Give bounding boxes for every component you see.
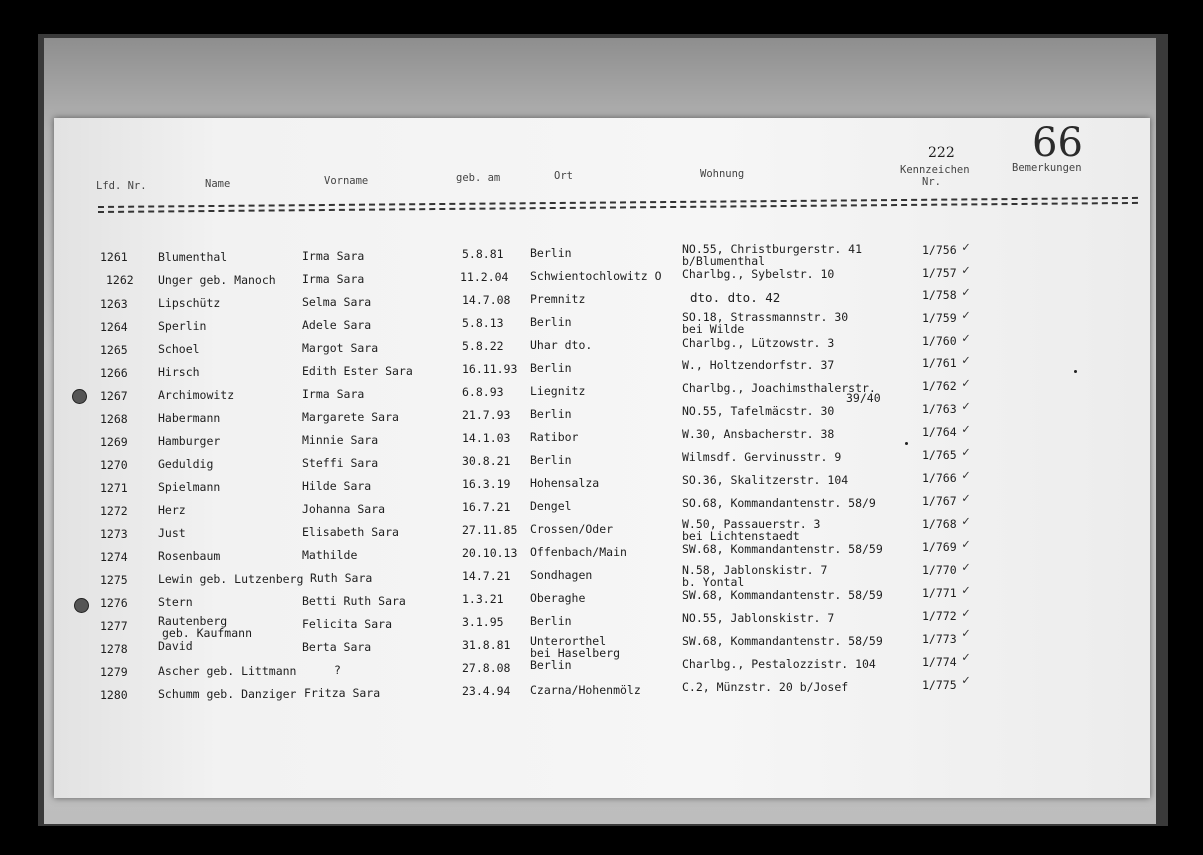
cell-kennzeichen: 1/771	[922, 586, 957, 600]
cell-ort: Premnitz	[530, 292, 586, 306]
header-wohnung: Wohnung	[700, 168, 745, 180]
cell-name: Rosenbaum	[158, 549, 221, 563]
cell-nr: 1267	[100, 389, 128, 403]
cell-vorname: Berta Sara	[302, 640, 372, 654]
cell-vorname: Steffi Sara	[302, 456, 379, 470]
cell-vorname: ?	[334, 663, 341, 677]
checkmark: ✓	[962, 673, 970, 688]
cell-geb: 31.8.81	[462, 638, 511, 652]
checkmark: ✓	[962, 376, 970, 391]
cell-kennzeichen: 1/766	[922, 471, 957, 485]
cell-ort: Dengel	[530, 499, 572, 513]
cell-geb: 1.3.21	[462, 592, 504, 606]
margin-note-39-40: 39/40	[846, 391, 881, 405]
cell-geb: 3.1.95	[462, 615, 504, 629]
cell-name: Archimowitz	[158, 388, 235, 402]
cell-wohnung: NO.55, Jablonskistr. 7	[682, 611, 835, 625]
speck-mark	[905, 442, 908, 445]
cell-vorname: Irma Sara	[302, 387, 365, 401]
handwritten-page-number: 66	[1032, 120, 1083, 166]
cell-nr: 1273	[100, 527, 128, 541]
cell-name: Unger geb. Manoch	[158, 273, 276, 287]
cell-vorname: Hilde Sara	[302, 479, 372, 493]
checkmark: ✓	[962, 650, 970, 665]
cell-ort: Berlin	[530, 614, 572, 628]
cell-vorname: Margarete Sara	[302, 410, 399, 424]
cell-name: Sperlin	[158, 319, 207, 333]
cell-geb: 23.4.94	[462, 684, 511, 698]
header-bemerkungen: Bemerkungen	[1012, 162, 1082, 174]
cell-geb: 5.8.81	[462, 247, 504, 261]
cell-vorname: Edith Ester Sara	[302, 364, 413, 378]
cell-nr: 1268	[100, 412, 128, 426]
cell-name: Geduldig	[158, 457, 214, 471]
cell-wohnung: SW.68, Kommandantenstr. 58/59	[682, 542, 883, 556]
cell-nr: 1264	[100, 320, 128, 334]
cell-wohnung: SW.68, Kommandantenstr. 58/59	[682, 634, 883, 648]
cell-nr: 1279	[100, 665, 128, 679]
cell-ort: Ratibor	[530, 430, 579, 444]
cell-geb: 14.7.21	[462, 569, 511, 583]
cell-wohnung: Charlbg., Joachimsthalerstr.	[682, 381, 876, 395]
cell-nr: 1272	[100, 504, 128, 518]
cell-vorname: Irma Sara	[302, 249, 365, 263]
cell-name: Stern	[158, 595, 193, 609]
cell-vorname: Adele Sara	[302, 318, 372, 332]
checkmark: ✓	[962, 626, 970, 641]
cell-ort: Uhar dto.	[530, 338, 593, 352]
cell-wohnung: C.2, Münzstr. 20 b/Josef	[682, 680, 849, 694]
cell-wohnung: Charlbg., Lützowstr. 3	[682, 336, 835, 350]
cell-ort: Liegnitz	[530, 384, 586, 398]
cell-wohnung: Charlbg., Sybelstr. 10	[682, 267, 835, 281]
cell-ort: Berlin	[530, 246, 572, 260]
cell-kennzeichen: 1/768	[922, 517, 957, 531]
cell-name: Hamburger	[158, 434, 221, 448]
cell-kennzeichen: 1/760	[922, 334, 957, 348]
cell-wohnung-line2: b. Yontal	[682, 575, 745, 589]
cell-nr: 1263	[100, 297, 128, 311]
cell-wohnung: NO.55, Tafelmäcstr. 30	[682, 404, 835, 418]
cell-wohnung: Wilmsdf. Gervinusstr. 9	[682, 450, 842, 464]
cell-ort: Czarna/Hohenmölz	[530, 683, 641, 697]
cell-name: Lipschütz	[158, 296, 221, 310]
page-number: 222	[928, 145, 955, 161]
cell-vorname: Margot Sara	[302, 341, 379, 355]
cell-nr: 1266	[100, 366, 128, 380]
cell-wohnung: SO.18, Strassmannstr. 30	[682, 310, 849, 324]
cell-kennzeichen: 1/769	[922, 540, 957, 554]
cell-geb: 14.7.08	[462, 293, 511, 307]
cell-kennzeichen: 1/767	[922, 494, 957, 508]
speck-mark	[1074, 370, 1077, 373]
cell-wohnung: Charlbg., Pestalozzistr. 104	[682, 657, 876, 671]
checkmark: ✓	[962, 308, 970, 323]
cell-kennzeichen: 1/772	[922, 609, 957, 623]
cell-geb: 14.1.03	[462, 431, 511, 445]
cell-wohnung-line2: b/Blumenthal	[682, 254, 766, 268]
cell-vorname: Minnie Sara	[302, 433, 379, 447]
cell-ort-line2: bei Haselberg	[530, 646, 621, 660]
cell-name: Spielmann	[158, 480, 221, 494]
cell-nr: 1261	[100, 250, 128, 264]
cell-kennzeichen: 1/770	[922, 563, 957, 577]
punch-hole-mark	[72, 389, 87, 404]
cell-nr: 1275	[100, 573, 128, 587]
cell-kennzeichen: 1/763	[922, 402, 957, 416]
cell-ort: Berlin	[530, 361, 572, 375]
cell-kennzeichen: 1/774	[922, 655, 957, 669]
cell-wohnung: W., Holtzendorfstr. 37	[682, 358, 835, 372]
cell-wohnung-line2: bei Lichtenstaedt	[682, 529, 800, 543]
cell-vorname: Ruth Sara	[310, 571, 373, 585]
cell-nr: 1271	[100, 481, 128, 495]
cell-kennzeichen: 1/761	[922, 356, 957, 370]
cell-vorname: Betti Ruth Sara	[302, 594, 406, 608]
cell-name: David	[158, 639, 193, 653]
checkmark: ✓	[962, 445, 970, 460]
cell-wohnung: NO.55, Christburgerstr. 41	[682, 242, 863, 256]
checkmark: ✓	[962, 399, 970, 414]
cell-name: Just	[158, 526, 186, 540]
cell-nr: 1280	[100, 688, 128, 702]
checkmark: ✓	[962, 514, 970, 529]
cell-geb: 21.7.93	[462, 408, 511, 422]
cell-nr: 1278	[100, 642, 128, 656]
cell-name-line2: geb. Kaufmann	[162, 626, 253, 640]
header-kennzeichen: Kennzeichen	[900, 164, 970, 176]
cell-kennzeichen: 1/762	[922, 379, 957, 393]
cell-kennzeichen: 1/759	[922, 311, 957, 325]
checkmark: ✓	[962, 422, 970, 437]
cell-kennzeichen: 1/764	[922, 425, 957, 439]
header-kennzeichen-nr: Nr.	[922, 176, 941, 188]
cell-ort: Sondhagen	[530, 568, 593, 582]
cell-nr: 1265	[100, 343, 128, 357]
cell-geb: 30.8.21	[462, 454, 511, 468]
cell-geb: 27.11.85	[462, 523, 518, 537]
header-name: Name	[205, 178, 231, 190]
cell-vorname: Mathilde	[302, 548, 358, 562]
checkmark: ✓	[962, 491, 970, 506]
cell-nr: 1269	[100, 435, 128, 449]
header-ort: Ort	[554, 170, 573, 182]
cell-wohnung: N.58, Jablonskistr. 7	[682, 563, 828, 577]
cell-kennzeichen: 1/773	[922, 632, 957, 646]
cell-name: Hirsch	[158, 365, 200, 379]
cell-nr: 1274	[100, 550, 128, 564]
cell-geb: 20.10.13	[462, 546, 518, 560]
checkmark: ✓	[962, 606, 970, 621]
cell-wohnung: W.30, Ansbacherstr. 38	[682, 427, 835, 441]
cell-ort: Unterorthel	[530, 634, 607, 648]
checkmark: ✓	[962, 583, 970, 598]
cell-wohnung: SW.68, Kommandantenstr. 58/59	[682, 588, 883, 602]
cell-geb: 16.3.19	[462, 477, 511, 491]
cell-wohnung: SO.68, Kommandantenstr. 58/9	[682, 496, 876, 510]
cell-vorname: Fritza Sara	[304, 686, 381, 700]
cell-ort: Berlin	[530, 407, 572, 421]
cell-geb: 27.8.08	[462, 661, 511, 675]
cell-ort: Offenbach/Main	[530, 545, 627, 559]
header-vorname: Vorname	[324, 175, 369, 187]
checkmark: ✓	[962, 353, 970, 368]
cell-geb: 16.7.21	[462, 500, 511, 514]
checkmark: ✓	[962, 240, 970, 255]
cell-nr: 1276	[100, 596, 128, 610]
cell-name: Schumm geb. Danziger	[158, 687, 297, 701]
checkmark: ✓	[962, 537, 970, 552]
cell-ort: Oberaghe	[530, 591, 586, 605]
cell-nr: 1277	[100, 619, 128, 633]
cell-nr: 1270	[100, 458, 128, 472]
checkmark: ✓	[962, 285, 970, 300]
cell-kennzeichen: 1/756	[922, 243, 957, 257]
cell-wohnung-line2: bei Wilde	[682, 322, 745, 336]
cell-nr: 1262	[106, 273, 134, 287]
cell-kennzeichen: 1/758	[922, 288, 957, 302]
punch-hole-mark	[74, 598, 89, 613]
header-lfd-nr: Lfd. Nr.	[96, 180, 147, 192]
checkmark: ✓	[962, 331, 970, 346]
cell-name: Rautenberg	[158, 614, 228, 628]
checkmark: ✓	[962, 560, 970, 575]
cell-name: Herz	[158, 503, 186, 517]
cell-wohnung: dto. dto. 42	[690, 290, 781, 305]
cell-ort: Berlin	[530, 315, 572, 329]
cell-ort: Schwientochlowitz O	[530, 269, 662, 283]
cell-name: Habermann	[158, 411, 221, 425]
cell-ort: Berlin	[530, 453, 572, 467]
cell-wohnung: W.50, Passauerstr. 3	[682, 517, 821, 531]
cell-name: Lewin geb. Lutzenberg	[158, 572, 304, 586]
checkmark: ✓	[962, 468, 970, 483]
cell-vorname: Johanna Sara	[302, 502, 386, 516]
cell-wohnung: SO.36, Skalitzerstr. 104	[682, 473, 849, 487]
cell-name: Schoel	[158, 342, 200, 356]
header-geb-am: geb. am	[456, 172, 501, 184]
cell-kennzeichen: 1/757	[922, 266, 957, 280]
cell-geb: 5.8.22	[462, 339, 504, 353]
cell-vorname: Irma Sara	[302, 272, 365, 286]
cell-kennzeichen: 1/765	[922, 448, 957, 462]
cell-geb: 6.8.93	[462, 385, 504, 399]
cell-vorname: Felicita Sara	[302, 617, 393, 631]
cell-name: Blumenthal	[158, 250, 228, 264]
cell-kennzeichen: 1/775	[922, 678, 957, 692]
checkmark: ✓	[962, 263, 970, 278]
cell-vorname: Selma Sara	[302, 295, 372, 309]
cell-ort: Crossen/Oder	[530, 522, 614, 536]
cell-ort: Hohensalza	[530, 476, 600, 490]
cell-name: Ascher geb. Littmann	[158, 664, 297, 678]
cell-geb: 16.11.93	[462, 362, 518, 376]
cell-geb: 11.2.04	[460, 270, 509, 284]
cell-vorname: Elisabeth Sara	[302, 525, 399, 539]
cell-ort: Berlin	[530, 658, 572, 672]
cell-geb: 5.8.13	[462, 316, 504, 330]
